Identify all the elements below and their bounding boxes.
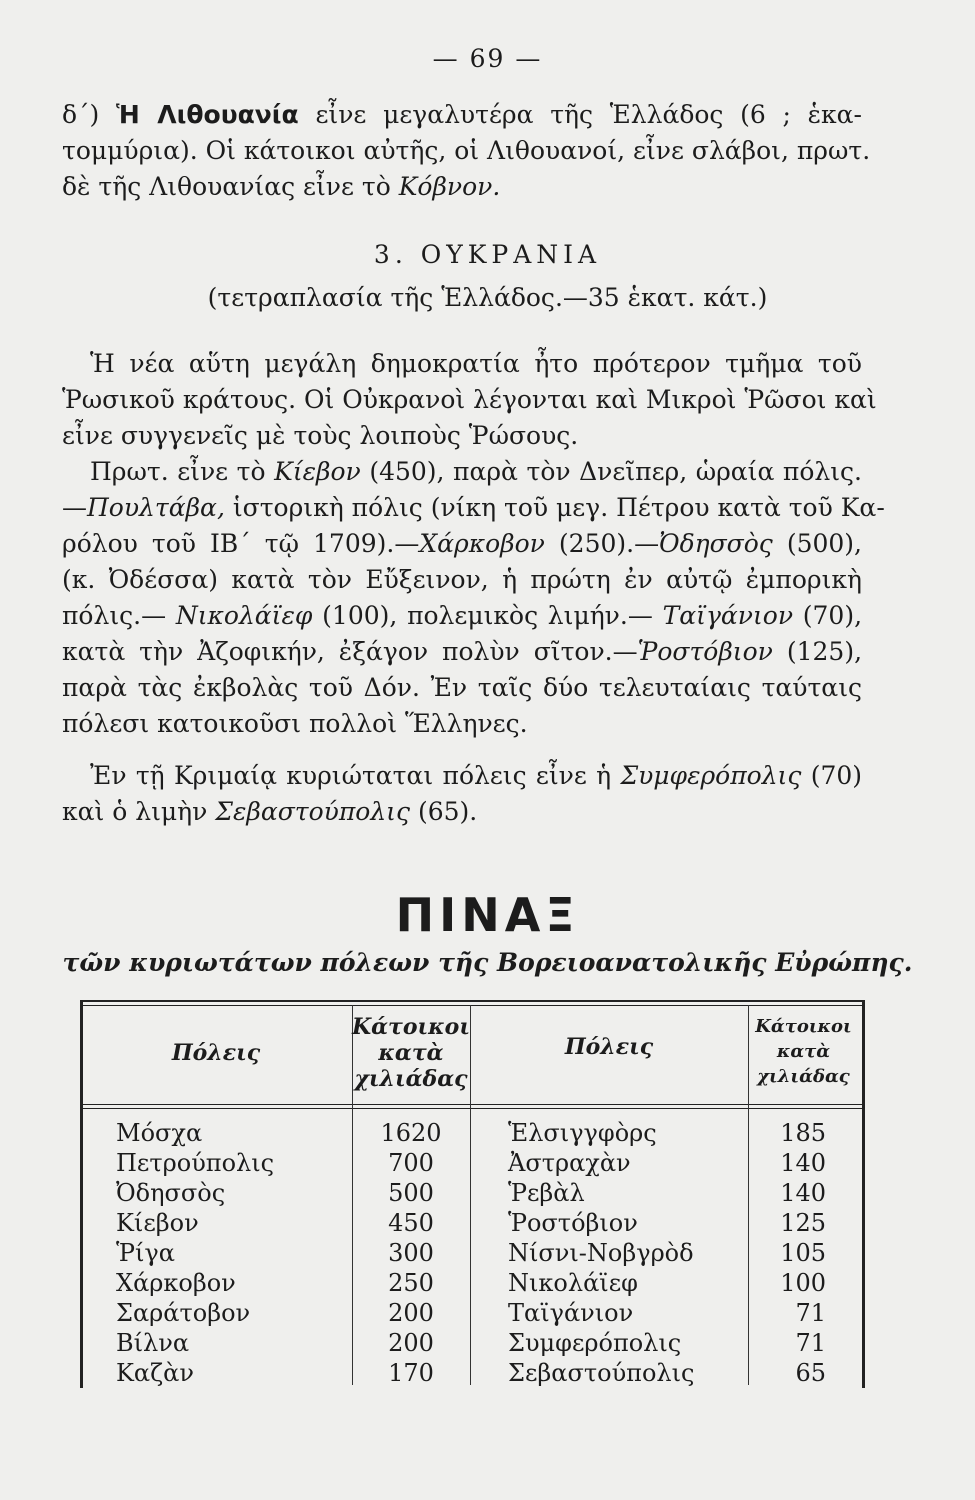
table-cell-population: 500 [388,1179,434,1207]
table-cell-city: Σεβαστούπολις [508,1359,695,1387]
table-cell-population: 170 [388,1359,434,1387]
table-cell-city: Ταϊγάνιον [508,1299,634,1327]
left-city-column [116,1118,346,1388]
table-cell-population: 1620 [380,1119,442,1147]
table-cell-city: Ῥοστόβιον [508,1209,638,1237]
lithuania-capital: Κόβνον. [398,172,501,201]
table-cell-population: 105 [780,1239,826,1267]
paragraph-crimea: Ἐν τῇ Κριμαίᾳ κυριώταται πόλεις εἶνε ἡ Συμφερόπολις (70) καὶ ὁ λιμὴν Σεβαστούπολις (65). [62,761,863,826]
section-title-ukraine: 3. ΟΥΚΡΑΝΙΑ [373,240,602,269]
table-cell-population: 140 [780,1149,826,1177]
header-population-right: Κάτοικοι κατὰ χιλιάδας [755,1016,852,1087]
table-cell-city: Ὀδησσὸς [116,1179,226,1207]
right-population-column [748,1118,826,1388]
table-cell-population: 185 [780,1119,826,1147]
table-cell-city: Σαράτοβον [116,1299,251,1327]
lithuania-heading: Ἡ Λιθουανία [116,100,299,129]
table-cell-population: 71 [795,1329,826,1357]
page-number: — 69 — [432,44,543,73]
table-cell-population: 200 [388,1299,434,1327]
table-cell-city: Νίσνι-Νοβγρὸδ [508,1239,694,1267]
table-cell-population: 200 [388,1329,434,1357]
section-label: δ΄) [62,100,100,129]
paragraph-cities: Πρωτ. εἶνε τὸ Κίεβον (450), παρὰ τὸν Δνεῖπερ, ὡραία πόλις. —Πουλτάβα, ἱστορικὴ πόλις (νίκη τοῦ μεγ. Πέτρου κατὰ τοῦ Κα- ρόλου τοῦ ΙΒ΄ τῷ 1709).—Χάρκοβον (250).—Ὀδησσὸς (500), (κ. Ὀδέσσα) κατὰ τὸν Εὔξεινον, ἡ πρώτη ἐν αὐτῷ ἐμπορικὴ πόλις.— Νικολάϊεφ (100), πολεμικὸς λιμήν.— Ταϊγάνιον (70), κατὰ τὴν Ἀζοφικήν, ἐξάγον πολὺν σῖτον.—Ῥοστόβιον (125), παρὰ τὰς ἐκβολὰς τοῦ Δόν. Ἐν ταῖς δύο τελευταίαις ταύταις πόλεσι κατοικοῦσι πολλοὶ Ἕλληνες. [62,457,885,738]
table-top-rule-inner [80,1005,863,1006]
table-cell-population: 450 [388,1209,434,1237]
table-cell-city: Συμφερόπολις [508,1329,682,1357]
table-cell-city: Βίλνα [116,1329,190,1357]
table-cell-city: Χάρκοβον [116,1269,236,1297]
paragraph-ukraine: Ἡ νέα αὕτη μεγάλη δημοκρατία ἦτο πρότερον τμῆμα τοῦ Ῥωσικοῦ κράτους. Οἱ Οὐκρανοὶ λέγονται καὶ Μικροὶ Ῥῶσοι καὶ εἶνε συγγενεῖς μὲ τοὺς λοιποὺς Ῥώσους. [62,349,877,450]
table-cell-city: Νικολάϊεφ [508,1269,638,1297]
table-cell-city: Ἑλσιγγφὸρς [508,1119,657,1147]
table-cell-city: Ῥίγα [116,1239,175,1267]
table-cell-population: 100 [780,1269,826,1297]
paragraph-lithuania: δ΄) Ἡ Λιθουανία εἶνε μεγαλυτέρα τῆς Ἑλλάδος (6 ; ἑκα- τομμύρια). Οἱ κάτοικοι αὐτῆς, οἱ Λιθουανοί, εἶνε σλάβοι, πρωτ. δὲ τῆς Λιθουανίας εἶνε τὸ Κόβνον. [62,100,871,201]
table-cell-population: 125 [780,1209,826,1237]
header-cities-left: Πόλεις [171,1040,261,1066]
right-city-column [508,1118,744,1388]
cities-table [80,1000,863,1390]
table-subtitle: τῶν κυριωτάτων πόλεων τῆς Βορειοανατολικῆς Εὐρώπης. [62,948,913,977]
table-cell-population: 65 [795,1359,826,1387]
left-population-column [352,1118,470,1388]
table-cell-city: Μόσχα [116,1119,203,1147]
table-cell-population: 140 [780,1179,826,1207]
table-cell-population: 700 [388,1149,434,1177]
table-header-rule [80,1104,863,1105]
table-cell-population: 250 [388,1269,434,1297]
table-cell-city: Καζὰν [116,1359,194,1387]
section-subtitle-ukraine: (τετραπλασία τῆς Ἑλλάδος.—35 ἑκατ. κάτ.) [207,283,768,312]
table-cell-population: 71 [795,1299,826,1327]
header-population-left: Κάτοικοι κατὰ χιλιάδας [352,1014,470,1092]
table-cell-population: 300 [388,1239,434,1267]
table-cell-city: Πετρούπολις [116,1149,275,1177]
table-divider [470,1005,471,1385]
table-cell-city: Κίεβον [116,1209,199,1237]
table-cell-city: Ἀστραχὰν [508,1149,631,1177]
table-top-rule [80,1000,863,1002]
table-title: ΠΙΝΑΞ [395,888,580,942]
header-cities-right: Πόλεις [564,1034,654,1060]
table-cell-city: Ῥεβὰλ [508,1179,585,1207]
table-header-rule-inner [80,1108,863,1109]
